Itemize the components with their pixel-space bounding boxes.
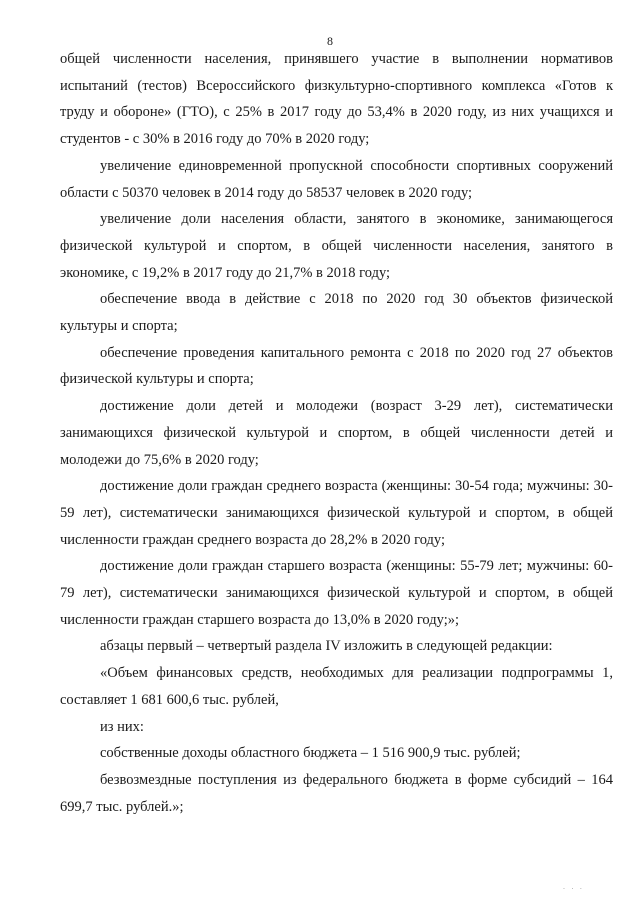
paragraph-children-youth-share: достижение доли детей и молодежи (возраст 3-29 лет), систематически занимающихся физической культурой и спортом, в общей численности детей и молодежи до 75,6% в 2020 году; bbox=[60, 398, 613, 468]
paragraph-new-facilities: обеспечение ввода в действие с 2018 по 2020 год 30 объектов физической культуры и спорта; bbox=[60, 291, 613, 335]
paragraph-gto-participation: общей численности населения, принявшего участие в выполнении нормативов испытаний (тестов) Всероссийского физкультурно-спортивного комплекса «Готов к труду и обороне» (ГТО), с 25% в 2017 году до 53,4% в 2020 году, из них учащихся и студентов - с 30% в 2016 году до 70% в 2020 году; bbox=[60, 51, 613, 148]
page-number: 8 bbox=[327, 34, 333, 48]
scan-footer-mark: · · · bbox=[562, 885, 584, 893]
paragraph-of-which: из них: bbox=[100, 718, 144, 735]
paragraph-employed-population-share: увеличение доли населения области, занятого в экономике, занимающегося физической культурой и спортом, в общей численности населения, занятого в экономике, с 19,2% в 2017 году до 21,7% в 2018 году; bbox=[60, 211, 613, 281]
paragraph-regional-budget: собственные доходы областного бюджета – 1 516 900,9 тыс. рублей; bbox=[100, 745, 521, 762]
paragraph-capital-repair: обеспечение проведения капитального ремонта с 2018 по 2020 год 27 объектов физической культуры и спорта; bbox=[60, 344, 613, 388]
paragraph-section-iv-amendment: абзацы первый – четвертый раздела IV изложить в следующей редакции: bbox=[100, 638, 553, 655]
paragraph-middle-age-share: достижение доли граждан среднего возраста (женщины: 30-54 года; мужчины: 30-59 лет), систематически занимающихся физической культурой и спортом, в общей численности граждан среднего возраста до 28,2% в 2020 году; bbox=[60, 478, 613, 548]
paragraph-funding-total: «Объем финансовых средств, необходимых для реализации подпрограммы 1, составляет 1 681 600,6 тыс. рублей, bbox=[60, 665, 613, 708]
paragraph-senior-age-share: достижение доли граждан старшего возраста (женщины: 55-79 лет; мужчины: 60-79 лет), систематически занимающихся физической культурой и спортом, в общей численности граждан старшего возраста до 13,0% в 2020 году;»; bbox=[60, 558, 613, 628]
paragraph-sports-facility-capacity: увеличение единовременной пропускной способности спортивных сооружений области с 50370 человек в 2014 году до 58537 человек в 2020 году; bbox=[60, 157, 613, 201]
paragraph-federal-subsidies: безвозмездные поступления из федерального бюджета в форме субсидий – 164 699,7 тыс. рублей.»; bbox=[60, 771, 613, 815]
document-body bbox=[60, 46, 613, 820]
